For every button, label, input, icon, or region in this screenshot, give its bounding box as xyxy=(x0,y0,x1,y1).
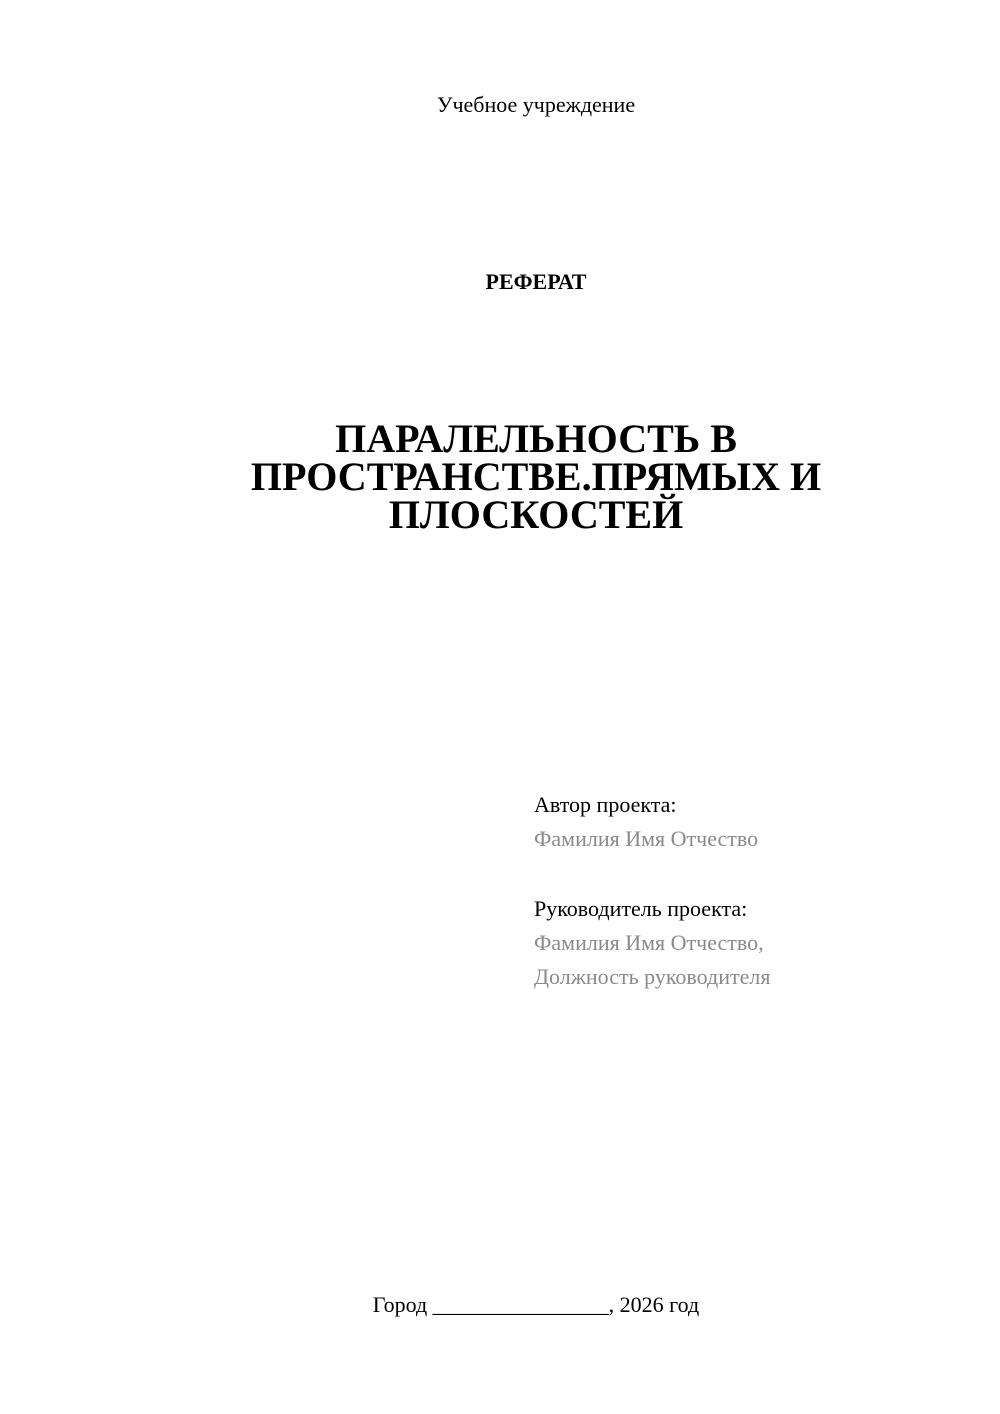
document-title xyxy=(200,416,872,537)
spacer xyxy=(534,856,974,892)
document-type: РЕФЕРАТ xyxy=(485,269,587,294)
title-line: ПЛОСКОСТЕЙ xyxy=(388,492,684,537)
title-line: ПРОСТРАНСТВЕ.ПРЯМЫХ И xyxy=(250,454,822,499)
author-name: Фамилия Имя Отчество xyxy=(534,826,759,851)
author-label: Автор проекта: xyxy=(534,792,677,817)
supervisor-label: Руководитель проекта: xyxy=(534,896,748,921)
title-line: ПАРАЛЕЛЬНОСТЬ В xyxy=(335,416,737,461)
authors-block xyxy=(534,788,974,994)
city-year-line: Город ________________, 2026 год xyxy=(372,1292,700,1317)
institution-name: Учебное учреждение xyxy=(436,92,636,117)
supervisor-position: Должность руководителя xyxy=(534,964,771,989)
supervisor-name: Фамилия Имя Отчество, xyxy=(534,930,764,955)
